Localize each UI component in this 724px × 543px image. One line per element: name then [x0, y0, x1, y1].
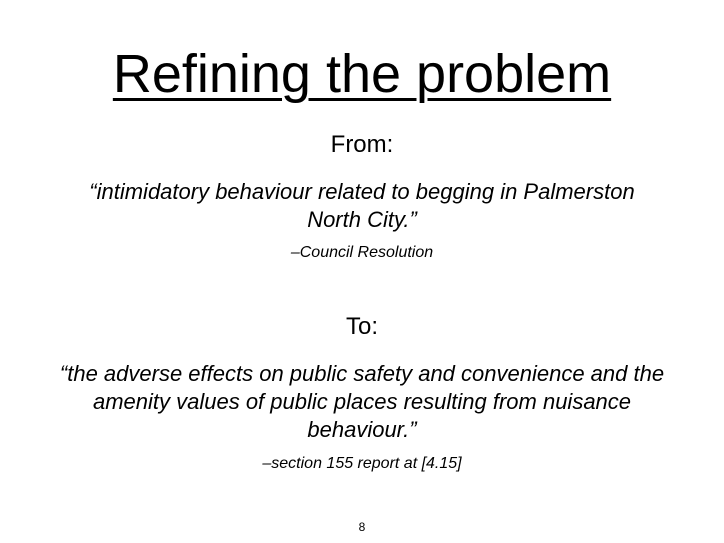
- page-number: 8: [358, 520, 366, 534]
- from-quote: “intimidatory behaviour related to begging in Palmerston North City.”: [89, 179, 635, 232]
- to-quote: “the adverse effects on public safety and convenience and the amenity values of public places resulting from nuisance behaviour.”: [59, 361, 665, 442]
- from-label: From:: [330, 131, 394, 158]
- slide-title: Refining the problem: [112, 44, 612, 104]
- to-label: To:: [345, 313, 378, 340]
- to-citation: –section 155 report at [4.15]: [262, 455, 462, 472]
- from-citation: –Council Resolution: [290, 244, 434, 261]
